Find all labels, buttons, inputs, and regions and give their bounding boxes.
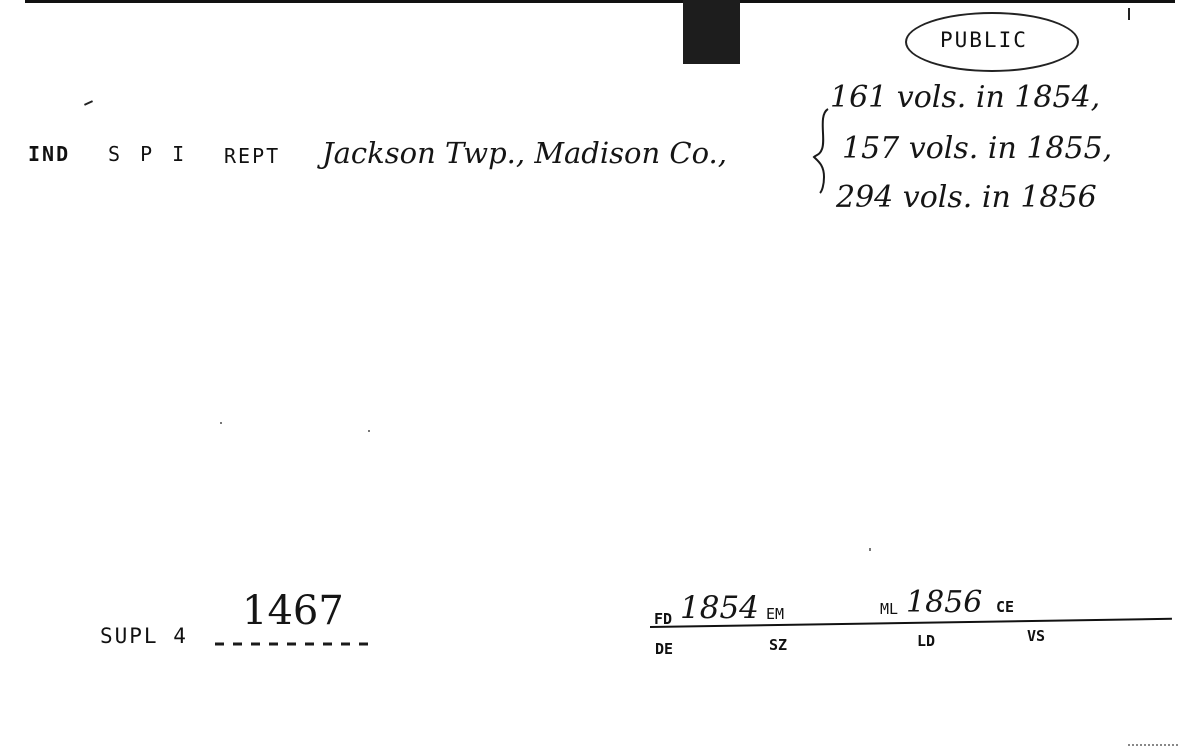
dust-mark: [220, 422, 222, 424]
fd-label: FD: [654, 610, 673, 628]
corner-specks: [1128, 744, 1178, 748]
volumes-line-3: 294 vols. in 1856: [836, 180, 1097, 215]
code-ind: IND: [28, 142, 71, 166]
code-rept: REPT: [224, 144, 281, 168]
volumes-line-2: 157 vols. in 1855,: [842, 131, 1113, 166]
suppl-dashed-line: [215, 640, 380, 650]
entry-place: Jackson Twp., Madison Co.,: [322, 136, 727, 170]
top-border: [25, 0, 1175, 3]
dust-mark: [368, 430, 370, 432]
entry-brace: [812, 105, 838, 195]
ml-value: 1856: [906, 585, 983, 620]
ml-label: ML: [880, 600, 899, 618]
fd-value: 1854: [680, 590, 759, 626]
de-label: DE: [655, 640, 674, 658]
sz-label: SZ: [769, 636, 788, 654]
suppl-label: SUPL 4: [100, 624, 188, 648]
ld-label: LD: [917, 632, 936, 650]
suppl-number: 1467: [242, 588, 344, 634]
em-label: EM: [766, 605, 785, 623]
ce-label: CE: [996, 598, 1015, 616]
stamp-tick-mark: [1128, 8, 1130, 20]
volumes-line-1: 161 vols. in 1854,: [830, 80, 1101, 115]
stray-mark: [84, 100, 93, 106]
dust-mark: [869, 548, 871, 551]
vs-label: VS: [1027, 627, 1046, 645]
code-spi: S P I: [108, 142, 189, 166]
public-stamp-text: PUBLIC: [940, 28, 1028, 52]
index-tab-mark: [683, 0, 740, 64]
